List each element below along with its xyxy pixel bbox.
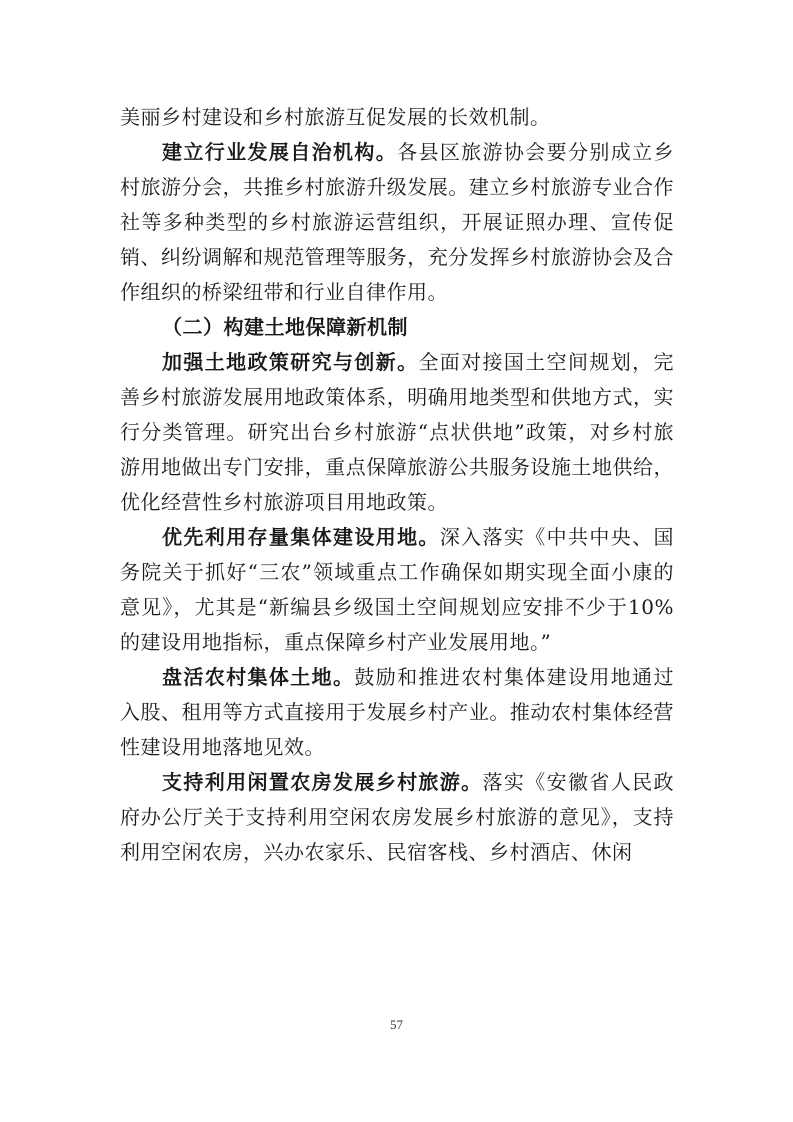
paragraph-collective-land (120, 660, 674, 765)
section-heading: （二）构建土地保障新机制 (162, 315, 408, 339)
paragraph-text: 鼓励和推进农村集体建设用地通过入股、租用等方式直接用于发展乡村产业。推动农村集体经营性建设用地落地见效。 (120, 665, 675, 759)
paragraph-lead: 优先利用存量集体建设用地。 (162, 525, 440, 549)
paragraph-lead: 加强土地政策研究与创新。 (162, 350, 419, 374)
paragraph-lead: 盘活农村集体土地。 (162, 665, 355, 689)
paragraph-land-policy (120, 345, 674, 520)
paragraph-idle-housing (120, 765, 674, 870)
paragraph-text: 美丽乡村建设和乡村旅游互促发展的长效机制。 (120, 105, 551, 129)
body-text (120, 100, 674, 870)
paragraph-text: 落实《安徽省人民政府办公厅关于支持利用空闲农房发展乡村旅游的意见》，支持利用空闲农房，兴办农家乐、民宿客栈、乡村酒店、休闲 (120, 770, 675, 864)
paragraph-text: 深入落实《中共中央、国务院关于抓好“三农”领域重点工作确保如期实现全面小康的意见》，尤其是“新编县乡级国土空间规划应安排不少于10%的建设用地指标，重点保障乡村产业发展用地。” (120, 525, 675, 654)
paragraph-stock-land (120, 520, 674, 660)
paragraph-lead: 建立行业发展自治机构。 (162, 140, 398, 164)
paragraph-text: 各县区旅游协会要分别成立乡村旅游分会，共推乡村旅游升级发展。建立乡村旅游专业合作社等多种类型的乡村旅游运营组织，开展证照办理、宣传促销、纠纷调解和规范管理等服务，充分发挥乡村旅游协会及合作组织的桥梁纽带和行业自律作用。 (120, 140, 675, 304)
paragraph-continued (120, 100, 674, 135)
paragraph-industry-autonomy (120, 135, 674, 310)
page-number: 57 (390, 1017, 403, 1032)
paragraph-lead: 支持利用闲置农房发展乡村旅游。 (162, 770, 483, 794)
paragraph-text: 全面对接国土空间规划，完善乡村旅游发展用地政策体系，明确用地类型和供地方式，实行分类管理。研究出台乡村旅游“点状供地”政策，对乡村旅游用地做出专门安排，重点保障旅游公共服务设施土地供给，优化经营性乡村旅游项目用地政策。 (120, 350, 675, 514)
